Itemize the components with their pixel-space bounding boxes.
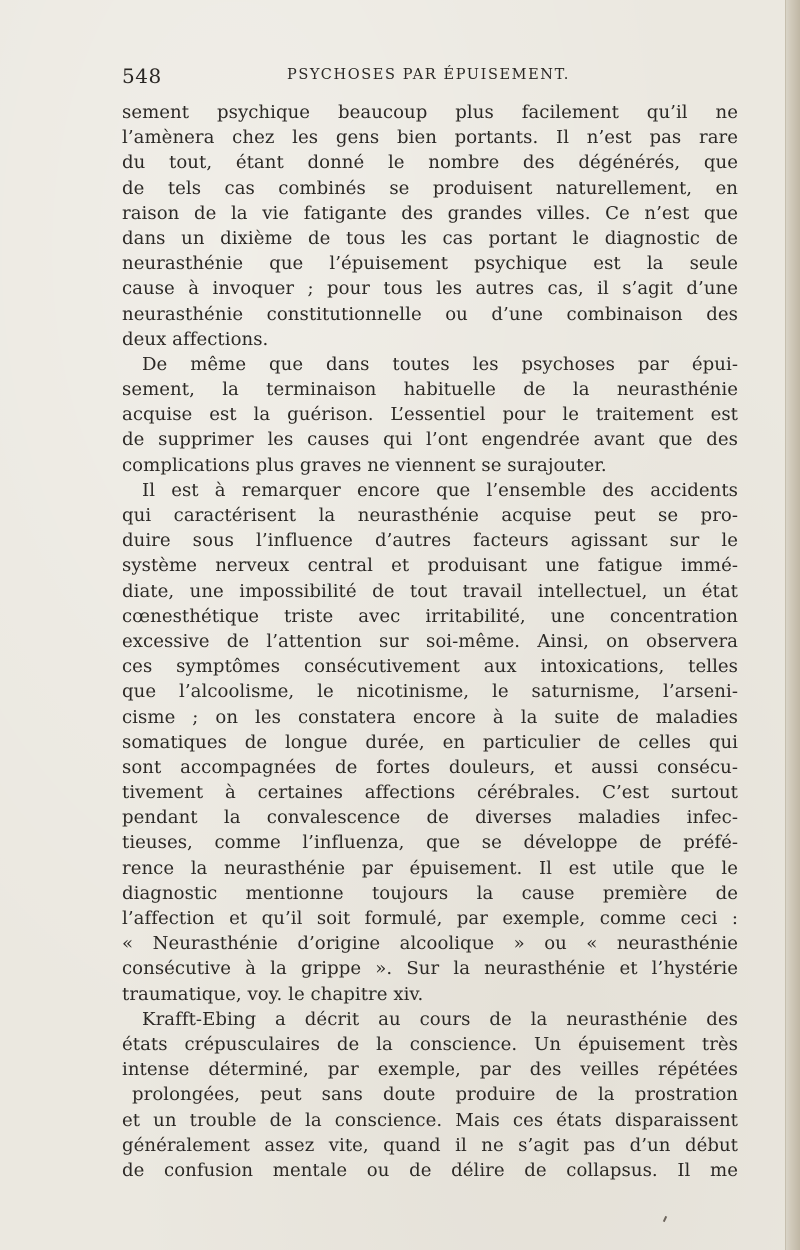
text-line: de tels cas combinés se produisent naturellement, en (122, 177, 738, 199)
text-line: sont accompagnées de fortes douleurs, et aussi consécu- (122, 756, 738, 778)
text-line: De même que dans toutes les psychoses par épui- (142, 353, 738, 375)
text-line: cisme ; on les constatera encore à la suite de maladies (122, 706, 738, 728)
text-line: Krafft-Ebing a décrit au cours de la neurasthénie des (142, 1008, 738, 1030)
text-line: états crépusculaires de la conscience. Un épuisement très (122, 1033, 738, 1055)
text-line: somatiques de longue durée, en particulier de celles qui (122, 731, 738, 753)
text-line: ces symptômes consécutivement aux intoxications, telles (122, 656, 738, 678)
text-line: diagnostic mentionne toujours la cause première de (122, 882, 738, 904)
text-line: consécutive à la grippe ». Sur la neurasthénie et l’hystérie (122, 958, 738, 980)
text-line: cœnesthétique triste avec irritabilité, une concentration (122, 605, 738, 627)
text-line: duire sous l’influence d’autres facteurs agissant sur le (122, 530, 738, 552)
text-line: raison de la vie fatigante des grandes villes. Ce n’est que (122, 202, 738, 224)
text-line: prolongées, peut sans doute produire de la prostration (132, 1084, 738, 1106)
text-line: pendant la convalescence de diverses maladies infec- (122, 807, 738, 829)
text-line: acquise est la guérison. L’essentiel pour le traitement est (122, 404, 738, 426)
text-line: excessive de l’attention sur soi-même. Ainsi, on observera (122, 630, 738, 652)
text-line: généralement assez vite, quand il ne s’agit pas d’un début (122, 1134, 738, 1156)
text-line: dans un dixième de tous les cas portant le diagnostic de (122, 227, 738, 249)
text-line: cause à invoquer ; pour tous les autres cas, il s’agit d’une (122, 278, 738, 300)
text-line: traumatique, voy. le chapitre xiv. (122, 983, 424, 1005)
text-line: et un trouble de la conscience. Mais ces états disparaissent (122, 1109, 738, 1131)
text-line: intense déterminé, par exemple, par des veilles répétées (122, 1059, 738, 1081)
page-header (122, 64, 738, 88)
text-line: « Neurasthénie d’origine alcoolique » ou « neurasthénie (122, 933, 738, 955)
text-line: du tout, étant donné le nombre des dégénérés, que (122, 152, 738, 174)
text-line: tieuses, comme l’influenza, que se développe de préfé- (122, 832, 738, 854)
text-line: neurasthénie que l’épuisement psychique est la seule (122, 253, 738, 275)
text-line: sement psychique beaucoup plus facilement qu’il ne (122, 102, 738, 123)
text-line: tivement à certaines affections cérébrales. C’est surtout (122, 782, 738, 804)
text-line: complications plus graves ne viennent se surajouter. (122, 454, 607, 476)
body-text (122, 100, 738, 1183)
text-line: Il est à remarquer encore que l’ensemble des accidents (142, 479, 738, 501)
text-line: l’amènera chez les gens bien portants. Il n’est pas rare (122, 127, 738, 149)
text-line: diate, une impossibilité de tout travail intellectuel, un état (122, 580, 738, 602)
text-line: rence la neurasthénie par épuisement. Il est utile que le (122, 857, 738, 879)
text-line: que l’alcoolisme, le nicotinisme, le saturnisme, l’arseni- (122, 681, 738, 703)
page-edge (785, 0, 800, 1250)
text-line: l’affection et qu’il soit formulé, par exemple, comme ceci : (122, 908, 738, 929)
page-number: 548 (122, 64, 162, 88)
paper-speck (663, 1216, 667, 1222)
text-line: qui caractérisent la neurasthénie acquise peut se pro- (122, 505, 738, 526)
text-line: deux affections. (122, 328, 269, 350)
text-line: sement, la terminaison habituelle de la neurasthénie (122, 379, 738, 401)
text-line: neurasthénie constitutionnelle ou d’une combinaison des (122, 303, 738, 325)
text-line: système nerveux central et produisant une fatigue immé- (122, 555, 738, 577)
running-title: PSYCHOSES PAR ÉPUISEMENT. (287, 67, 570, 83)
text-line: de supprimer les causes qui l’ont engendrée avant que des (122, 429, 738, 451)
text-line: de confusion mentale ou de délire de collapsus. Il me (122, 1159, 738, 1181)
